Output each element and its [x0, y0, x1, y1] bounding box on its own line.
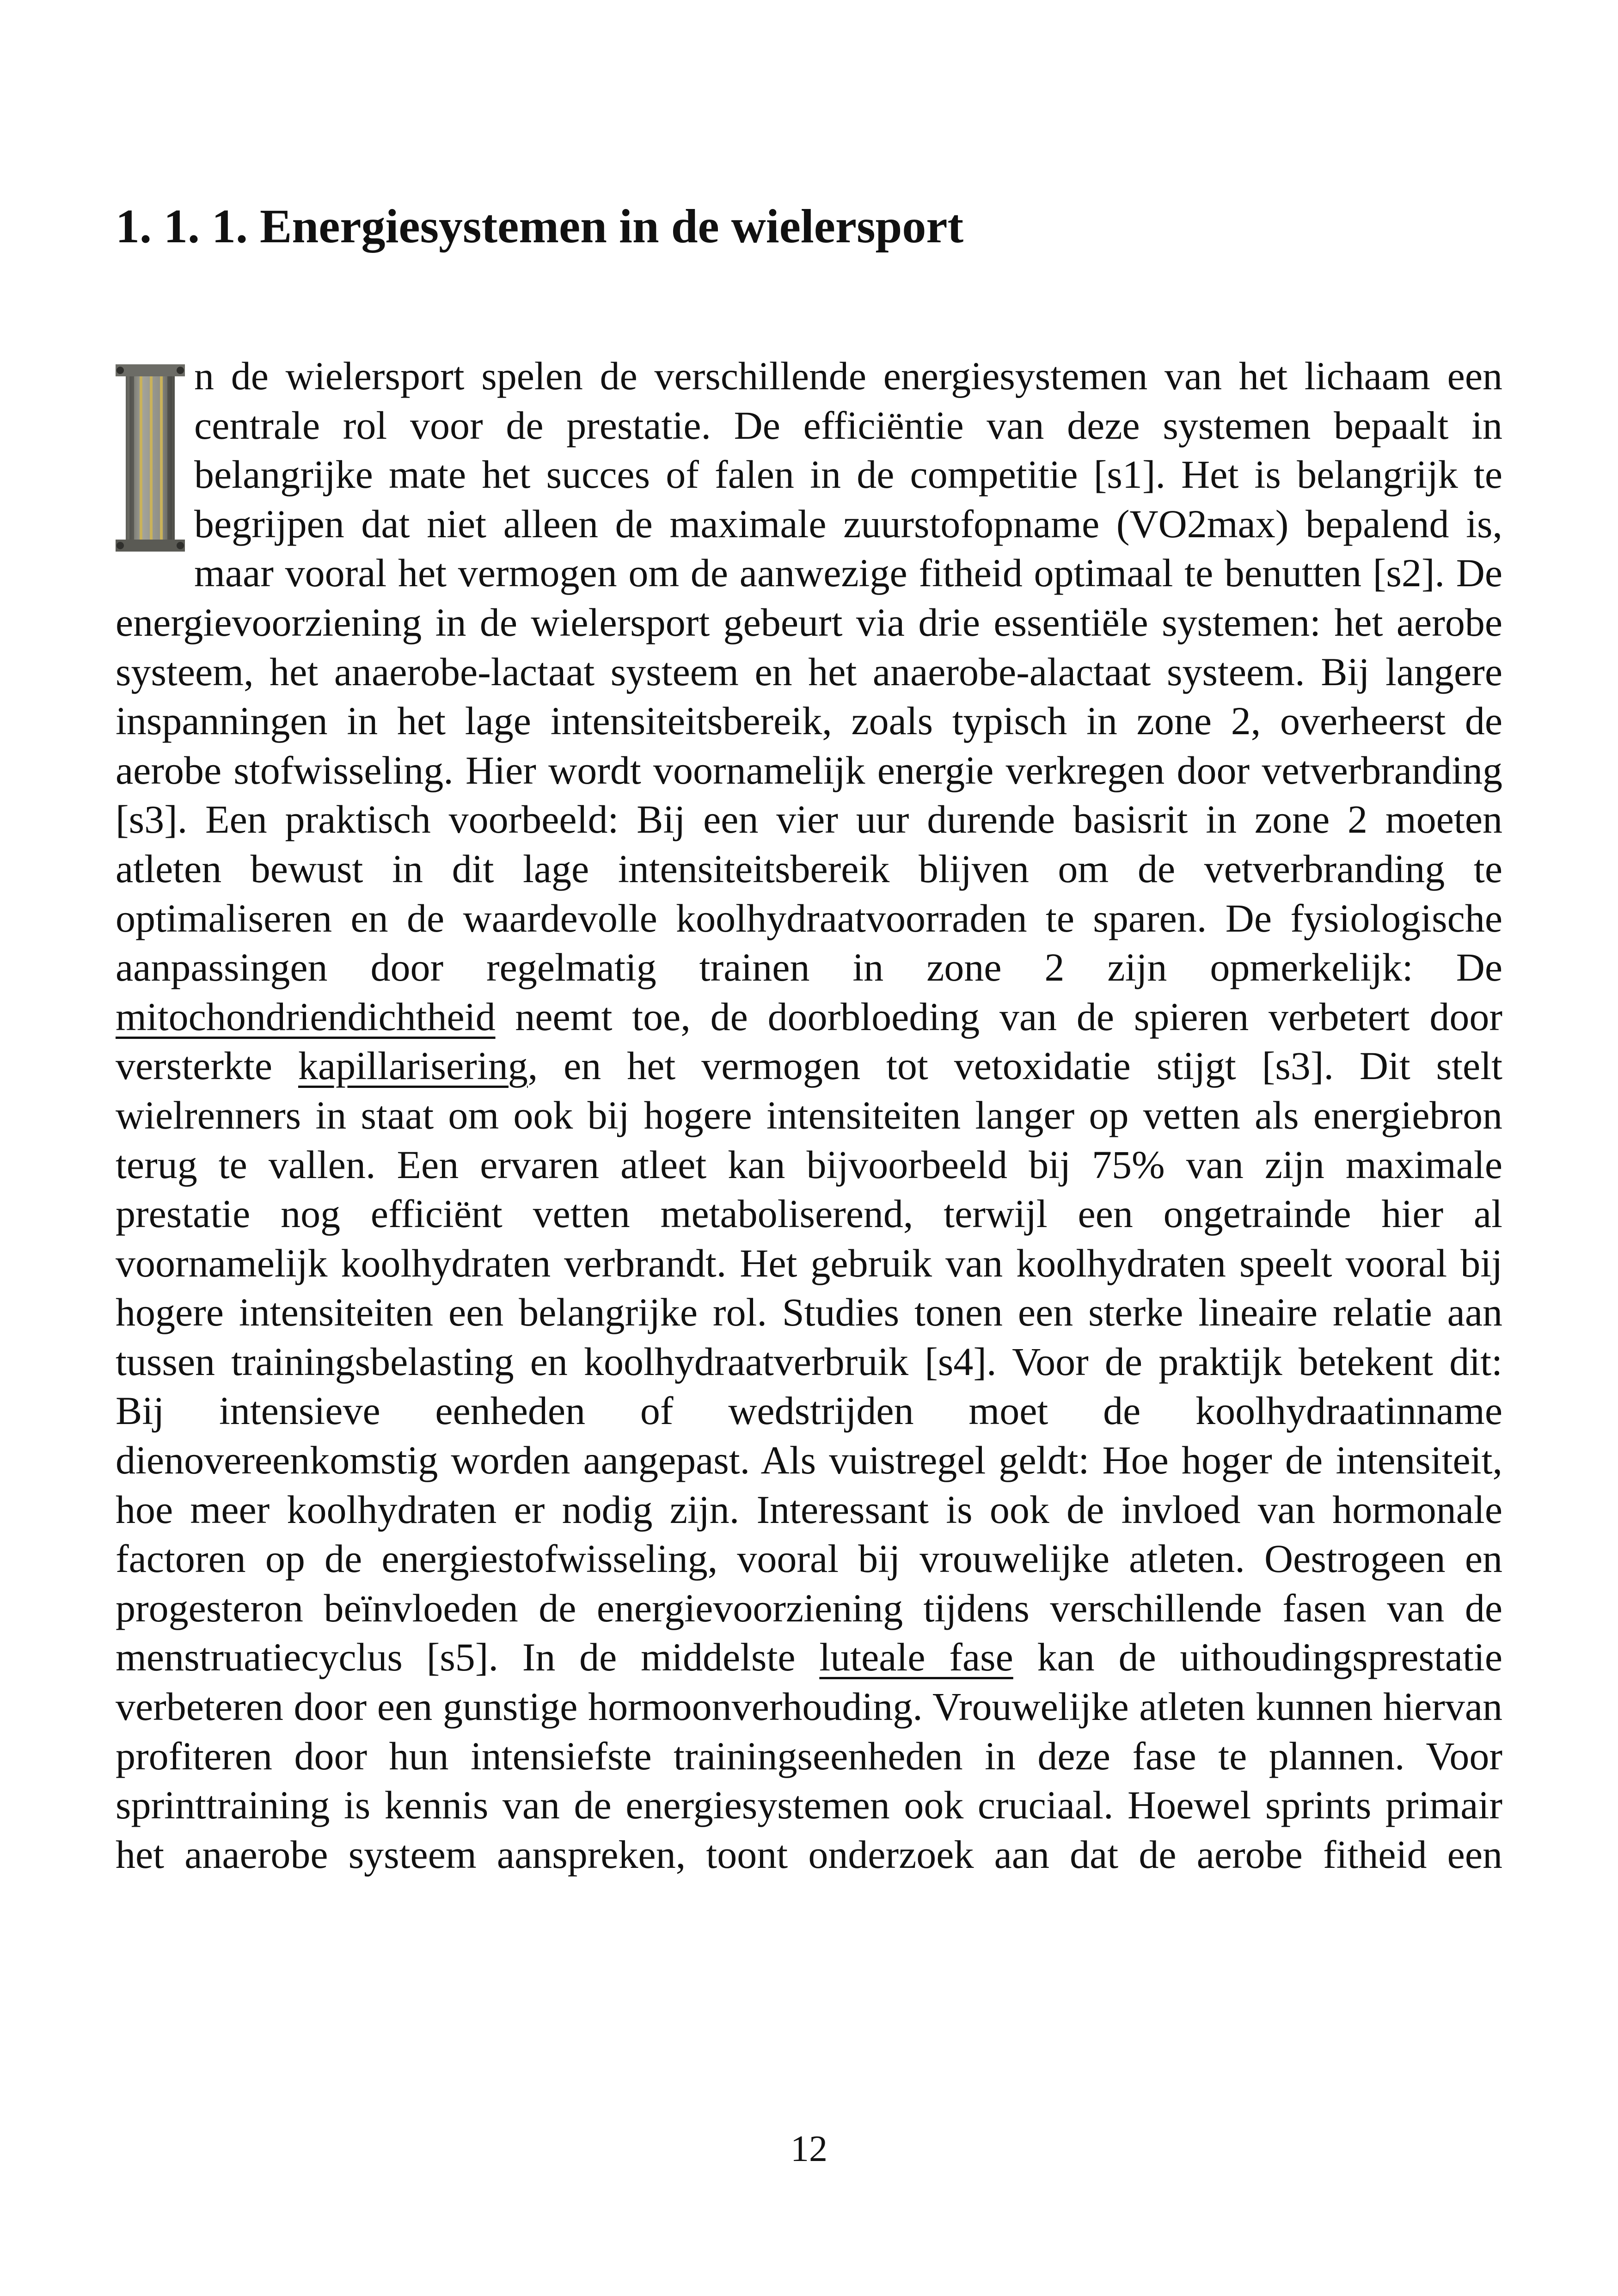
ornamental-drop-cap-icon: [116, 364, 185, 552]
paragraph-text-2: neemt toe, de doorbloeding van de spieren verbetert door versterkte: [116, 994, 1502, 1088]
body-paragraph: [116, 351, 1502, 1879]
paragraph-text-4: kan de uithoudingsprestatie verbeteren door een gunstige hormoonverhouding. Vrouwelijke atleten kunnen hiervan profiteren door hun intensiefste trainingseenheden in deze fase te plannen. Voor sprinttraining is kennis van de energiesystemen ook cruciaal. Hoewel sprints primair het anaerobe systeem aanspreken, toont onderzoek aan dat de aerobe fitheid een: [116, 1635, 1502, 1877]
term-luteale-fase: luteale fase: [819, 1635, 1013, 1680]
section-heading: 1. 1. 1. Energiesystemen in de wielersport: [116, 200, 964, 253]
page-number: 12: [791, 2129, 827, 2169]
paragraph-text-1: n de wielersport spelen de verschillende energiesystemen van het lichaam een centrale rol voor de prestatie. De efficiëntie van deze systemen bepaalt in belangrijke mate het succes of falen in de competitie [s1]. Het is belangrijk te begrijpen dat niet alleen de maximale zuurstofopname (VO2max) bepalend is, maar vooral het vermogen om de aanwezige fitheid optimaal te benutten [s2]. De energievoorziening in de wielersport gebeurt via drie essentiële systemen: het aerobe systeem, het anaerobe-lactaat systeem en het anaerobe-alactaat systeem. Bij langere inspanningen in het lage intensiteitsbereik, zoals typisch in zone 2, overheerst de aerobe stofwisseling. Hier wordt voornamelijk energie verkregen door vetverbranding [s3]. Een praktisch voorbeeld: Bij een vier uur durende basisrit in zone 2 moeten atleten bewust in dit lage intensiteitsbereik blijven om de vetverbranding te optimaliseren en de waardevolle koolhydraatvoorraden te sparen. De fysiologische aanpassingen door regelmatig trainen in zone 2 zijn opmerkelijk: De: [116, 354, 1502, 990]
term-mitochondriendichtheid: mitochondriendichtheid: [116, 994, 496, 1039]
term-kapillarisering: kapillarisering: [298, 1044, 528, 1088]
paragraph-text-3: , en het vermogen tot vetoxidatie stijgt [s3]. Dit stelt wielrenners in staat om ook bij hogere intensiteiten langer op vetten als energiebron terug te vallen. Een ervaren atleet kan bijvoorbeeld bij 75% van zijn maximale prestatie nog efficiënt vetten metaboliserend, terwijl een ongetrainde hier al voornamelijk koolhydraten verbrandt. Het gebruik van koolhydraten speelt vooral bij hogere intensiteiten een belangrijke rol. Studies tonen een sterke lineaire relatie aan tussen trainingsbelasting en koolhydraatverbruik [s4]. Voor de praktijk betekent dit: Bij intensieve eenheden of wedstrijden moet de koolhydraatinname dienovereenkomstig worden aangepast. Als vuistregel geldt: Hoe hoger de intensiteit, hoe meer koolhydraten er nodig zijn. Interessant is ook de invloed van hormonale factoren op de energiestofwisseling, vooral bij vrouwelijke atleten. Oestrogeen en progesteron beïnvloeden de energievoorziening tijdens verschillende fasen van de menstruatiecyclus [s5]. In de middelste: [116, 1044, 1502, 1680]
